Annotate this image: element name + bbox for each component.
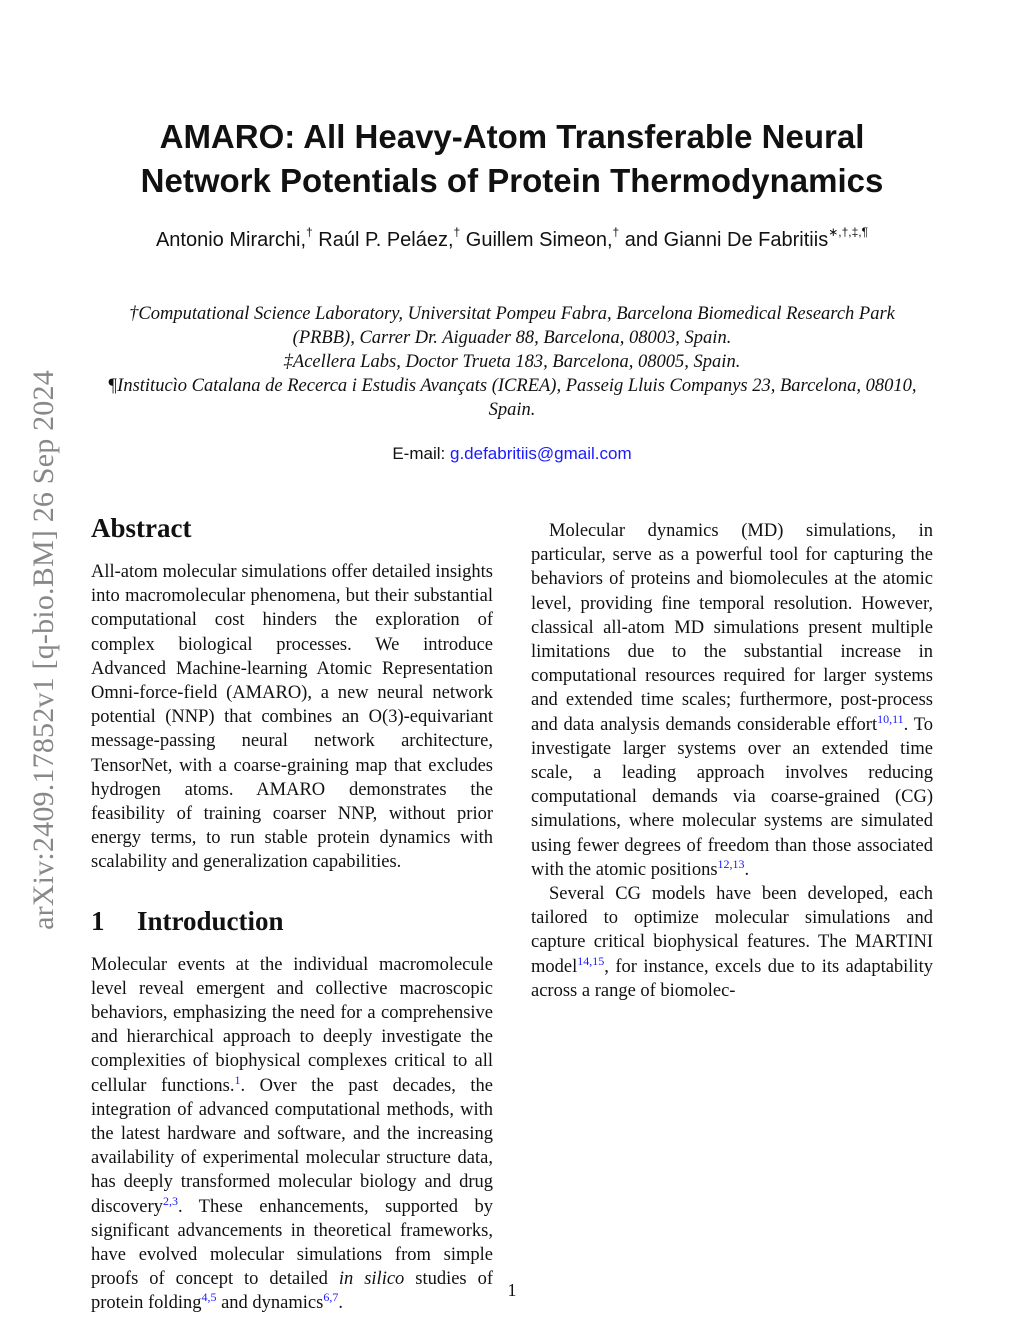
- email-label: E-mail:: [392, 444, 446, 463]
- citation-link[interactable]: 12,13: [717, 856, 745, 871]
- author-4-mark: ∗,†,‡,¶: [828, 225, 869, 240]
- email-link[interactable]: g.defabritiis@gmail.com: [449, 444, 632, 463]
- affiliation-3: ¶Institucìo Catalana de Recerca i Estudis Avançats (ICREA), Passeig Lluis Companys 23, Barcelona, 08010, Spain.: [107, 376, 917, 420]
- arxiv-identifier-stamp: [20, 335, 68, 965]
- citation-link[interactable]: 2,3: [162, 1193, 178, 1208]
- abstract-heading: Abstract: [91, 513, 192, 543]
- section-number: 1: [91, 905, 105, 936]
- intro-p2-text-c: .: [744, 859, 750, 880]
- intro-p1-text-c: . These enhancements, supported by significant advancements in theoretical frameworks, have evolved molecular simulations from simple proofs of concept to detailed: [91, 1196, 493, 1290]
- author-3-mark: †: [612, 225, 620, 240]
- author-1: Antonio Mirarchi,: [155, 229, 307, 251]
- intro-p2-text-a: Molecular dynamics (MD) simulations, in particular, serve as a powerful tool for capturing the behaviors of proteins and biomolecules at the atomic level, providing fine temporal resolution. However, classical all-atom MD simulations present multiple limitations due to the substantial increase in computational resources required for larger systems and extended time scales; furthermore, post-process and data analysis demands considerable effort: [531, 521, 933, 735]
- left-column: [91, 510, 493, 1316]
- intro-p1-text-a: Molecular events at the individual macromolecule level reveal emergent and collective macroscopic behaviors, emphasizing the need for a comprehensive and hierarchical approach to deeply investigate the complexities of biophysical complexes critical to all cellular functions.: [91, 954, 493, 1096]
- paper-title: [100, 115, 924, 203]
- author-2-mark: †: [453, 225, 461, 240]
- intro-p1-text-b: . Over the past decades, the integration of advanced computational methods, with the latest hardware and software, and the increasing availability of experimental molecular structure data, has deeply transformed molecular biology and drug discovery: [91, 1075, 493, 1217]
- citation-link[interactable]: 6,7: [323, 1290, 339, 1305]
- citation-link[interactable]: 4,5: [201, 1290, 217, 1305]
- affiliation-2: ‡Acellera Labs, Doctor Trueta 183, Barcelona, 08005, Spain.: [283, 352, 741, 372]
- citation-link[interactable]: 10,11: [877, 711, 904, 726]
- intro-p2-text-b: . To investigate larger systems over an extended time scale, a leading approach involves reducing computational demands via coarse-grained (CG) simulations, where molecular systems are simulated using fewer degrees of freedom than those associated with the atomic positions: [531, 714, 933, 880]
- title-line-1: AMARO: All Heavy-Atom Transferable Neural: [159, 118, 865, 155]
- author-3: Guillem Simeon,: [460, 229, 613, 251]
- intro-p3-text-b: , for instance, excels due to its adaptability across a range of biomolec-: [531, 956, 933, 1001]
- affiliation-1: †Computational Science Laboratory, Universitat Pompeu Fabra, Barcelona Biomedical Research Park (PRBB), Carrer Dr. Aiguader 88, Barcelona, 08003, Spain.: [129, 304, 895, 348]
- author-2: Raúl P. Peláez,: [312, 229, 454, 251]
- title-line-2: Network Potentials of Protein Thermodynamics: [140, 162, 884, 199]
- abstract-text: All-atom molecular simulations offer detailed insights into macromolecular phenomena, but their substantial computational cost hinders the exploration of complex biological processes. We introduce Advanced Machine-learning Atomic Representation Omni-force-field (AMARO), a new neural network potential (NNP) that combines an O(3)-equivariant message-passing neural network architecture, TensorNet, with a coarse-graining map that excludes hydrogen atoms. AMARO demonstrates the feasibility of training coarser NNP, without prior energy terms, to run stable protein dynamics with scalability and generalization capabilities.: [91, 562, 493, 873]
- introduction-heading: [91, 903, 493, 939]
- intro-paragraph-1: [91, 953, 493, 1316]
- citation-link[interactable]: 1: [234, 1072, 241, 1087]
- intro-p1-text-d: studies of protein folding: [91, 1269, 493, 1314]
- contact-email: [0, 444, 1024, 464]
- right-column: [531, 519, 933, 1003]
- intro-p3-text-a: Several CG models have been developed, each tailored to optimize molecular simulations and capture critical biophysical features. The MARTINI model: [531, 884, 933, 977]
- intro-p1-italic: in silico: [338, 1269, 405, 1290]
- intro-paragraph-2: [531, 519, 933, 882]
- author-1-mark: †: [306, 225, 313, 240]
- intro-paragraph-3: [531, 882, 933, 1003]
- affiliations: [100, 302, 924, 422]
- author-list: [150, 226, 874, 254]
- page-number: 1: [507, 1280, 517, 1300]
- section-title: Introduction: [137, 905, 284, 936]
- arxiv-identifier-text: arXiv:2409.17852v1 [q-bio.BM] 26 Sep 2024: [27, 370, 60, 930]
- citation-link[interactable]: 14,15: [577, 953, 605, 968]
- author-4: and Gianni De Fabritiis: [619, 229, 829, 251]
- intro-p1-text-f: .: [338, 1293, 343, 1314]
- intro-p1-text-e: and dynamics: [216, 1293, 324, 1314]
